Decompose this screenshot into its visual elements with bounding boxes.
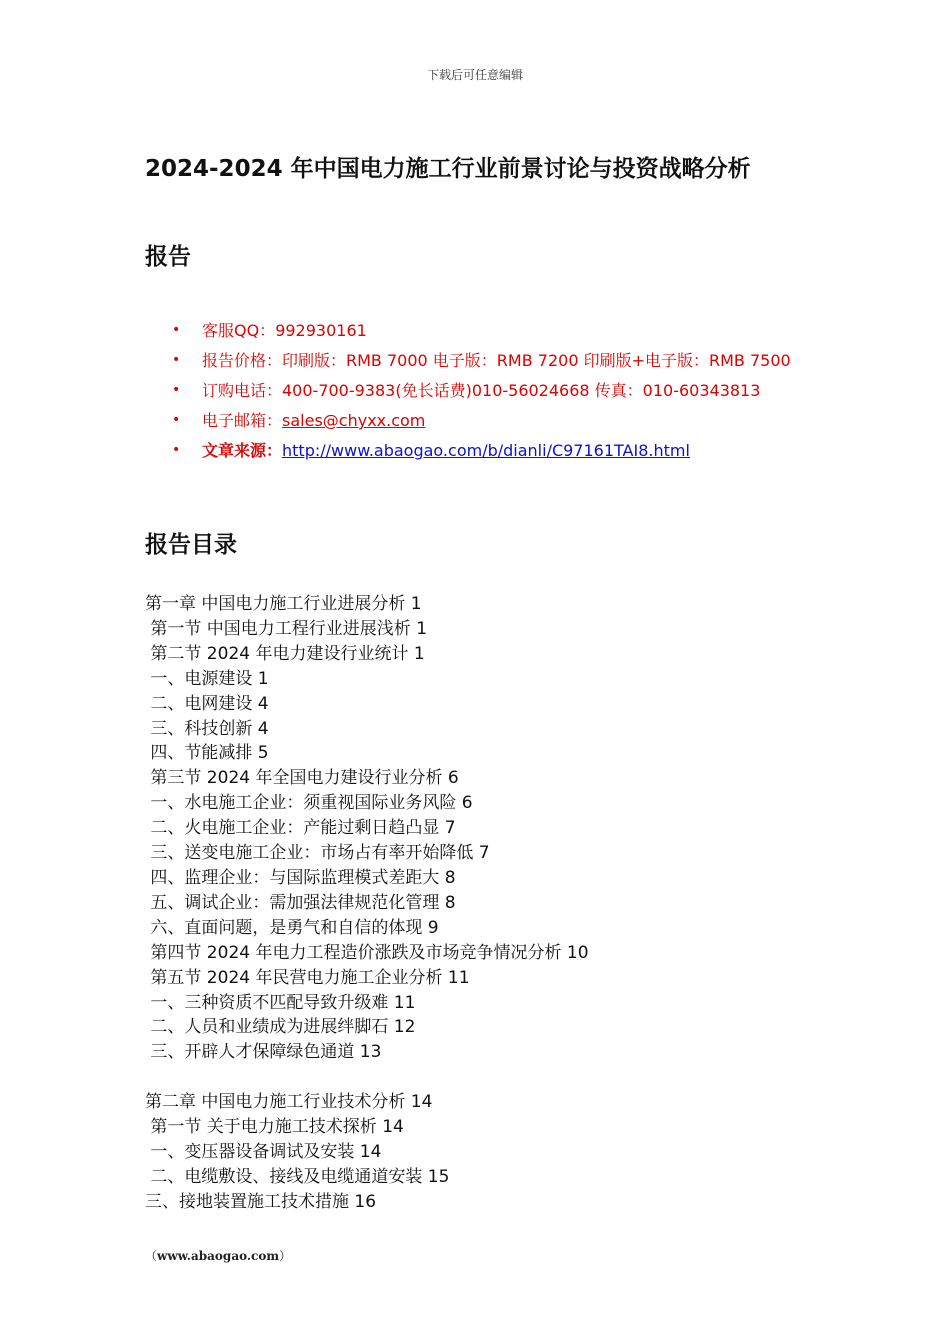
email-link[interactable]: sales@chyxx.com bbox=[282, 411, 426, 430]
toc-entry[interactable]: 三、送变电施工企业：市场占有率开始降低 7 bbox=[145, 843, 490, 864]
bullet-icon: • bbox=[172, 442, 181, 458]
toc-entry[interactable]: 第二章 中国电力施工行业技术分析 14 bbox=[145, 1092, 433, 1113]
email-label: 电子邮箱： bbox=[202, 411, 283, 430]
toc-entry[interactable]: 一、三种资质不匹配导致升级难 11 bbox=[145, 992, 416, 1013]
report-title-continuation: 报告 bbox=[145, 244, 191, 270]
toc-entry[interactable]: 第二节 2024 年电力建设行业统计 1 bbox=[145, 643, 425, 664]
footer-paren-open: （ bbox=[145, 1249, 158, 1263]
bullet-icon: • bbox=[172, 382, 181, 398]
toc-entry[interactable]: 第一节 关于电力施工技术探析 14 bbox=[145, 1117, 404, 1138]
price-text: 报告价格：印刷版：RMB 7000 电子版：RMB 7200 印刷版+电子版：RMB 7500 bbox=[202, 351, 791, 370]
toc-spacer bbox=[145, 1065, 825, 1090]
toc-entry[interactable]: 第三节 2024 年全国电力建设行业分析 6 bbox=[145, 768, 459, 789]
info-item-source bbox=[172, 438, 812, 463]
toc-entry[interactable]: 第一章 中国电力施工行业进展分析 1 bbox=[145, 594, 422, 614]
toc-entry[interactable]: 二、电缆敷设、接线及电缆通道安装 15 bbox=[145, 1166, 450, 1187]
bullet-icon: • bbox=[172, 352, 181, 368]
info-list bbox=[172, 318, 812, 468]
report-title: 2024-2024 年中国电力施工行业前景讨论与投资战略分析 bbox=[145, 156, 751, 182]
toc-entry[interactable]: 四、节能减排 5 bbox=[145, 743, 269, 764]
service-qq-text: 客服QQ：992930161 bbox=[202, 321, 367, 340]
footer-paren-close: ） bbox=[279, 1249, 292, 1263]
table-of-contents bbox=[145, 592, 825, 1215]
toc-entry[interactable]: 四、监理企业：与国际监理模式差距大 8 bbox=[145, 867, 456, 888]
toc-entry[interactable]: 六、直面问题，是勇气和自信的体现 9 bbox=[145, 917, 439, 938]
info-item-email bbox=[172, 408, 812, 433]
source-link[interactable]: http://www.abaogao.com/b/dianli/C97161TAI8.html bbox=[282, 441, 690, 460]
toc-entry[interactable]: 五、调试企业：需加强法律规范化管理 8 bbox=[145, 892, 456, 913]
bullet-icon: • bbox=[172, 322, 181, 338]
bullet-icon: • bbox=[172, 412, 181, 428]
footer-note bbox=[145, 1247, 291, 1264]
toc-heading: 报告目录 bbox=[145, 532, 237, 558]
info-item-price bbox=[172, 348, 812, 373]
toc-entry[interactable]: 三、接地装置施工技术措施 16 bbox=[145, 1191, 377, 1212]
order-phone-text: 订购电话：400-700-9383(免长话费)010-56024668 传真：010-60343813 bbox=[202, 381, 761, 400]
toc-entry[interactable]: 一、变压器设备调试及安装 14 bbox=[145, 1141, 382, 1162]
info-item-order-phone bbox=[172, 378, 812, 403]
source-label: 文章来源： bbox=[202, 441, 283, 460]
toc-entry[interactable]: 三、科技创新 4 bbox=[145, 718, 269, 739]
toc-entry[interactable]: 二、电网建设 4 bbox=[145, 693, 269, 714]
toc-entry[interactable]: 二、人员和业绩成为进展绊脚石 12 bbox=[145, 1017, 416, 1038]
toc-entry[interactable]: 第四节 2024 年电力工程造价涨跌及市场竞争情况分析 10 bbox=[145, 942, 589, 963]
info-item-service-qq bbox=[172, 318, 812, 343]
header-note: 下载后可任意编辑 bbox=[426, 68, 523, 82]
toc-entry[interactable]: 第一节 中国电力工程行业进展浅析 1 bbox=[145, 618, 428, 639]
footer-url[interactable]: www.abaogao.com bbox=[157, 1249, 280, 1263]
toc-entry[interactable]: 一、电源建设 1 bbox=[145, 668, 269, 689]
toc-entry[interactable]: 第五节 2024 年民营电力施工企业分析 11 bbox=[145, 967, 470, 988]
toc-entry[interactable]: 二、火电施工企业：产能过剩日趋凸显 7 bbox=[145, 818, 456, 839]
toc-entry[interactable]: 一、水电施工企业：须重视国际业务风险 6 bbox=[145, 793, 473, 814]
toc-entry[interactable]: 三、开辟人才保障绿色通道 13 bbox=[145, 1042, 382, 1063]
